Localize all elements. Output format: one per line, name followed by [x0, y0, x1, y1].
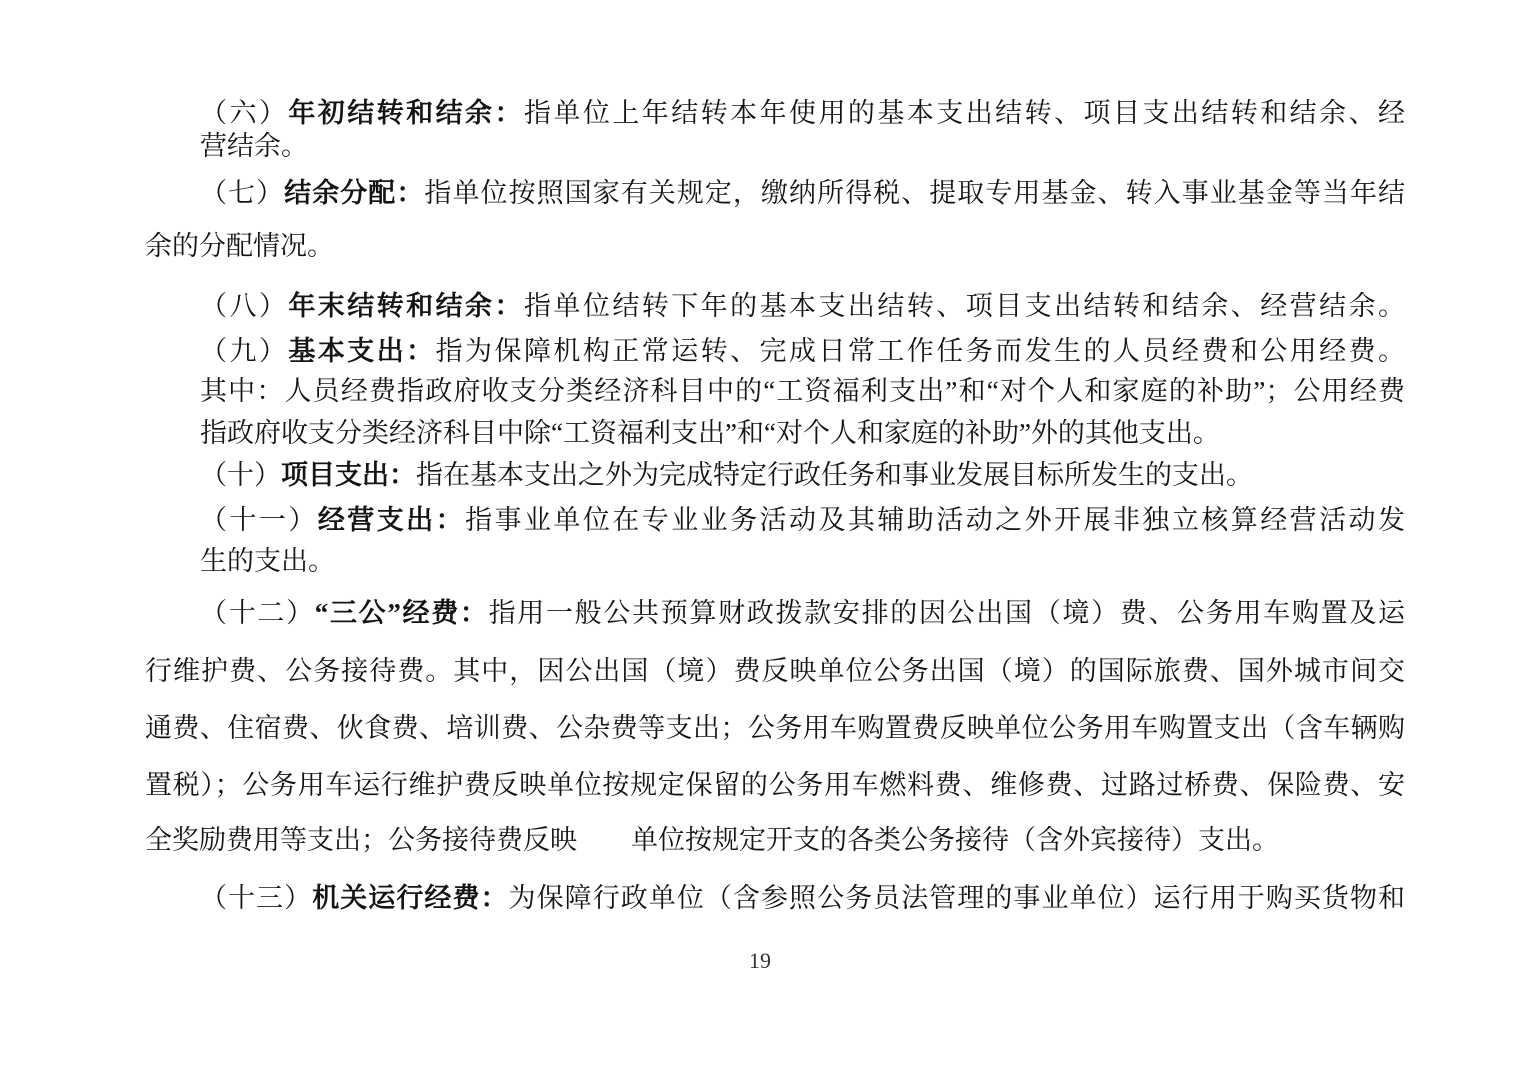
item-term-bold: 年末结转和结余： — [288, 291, 524, 321]
item-term-bold: 基本支出： — [288, 336, 436, 366]
paragraph-9-line-1 — [200, 334, 1405, 368]
paragraph-12-line-3 — [145, 711, 1405, 745]
paragraph-12-line-2 — [145, 654, 1405, 688]
item-body-text: 营结余。 — [200, 131, 308, 161]
item-body-text: 置税）；公务用车运行维护费反映单位按规定保留的公务用车燃料费、维修费、过路过桥费、保险费、安 — [145, 770, 1405, 800]
paragraph-6-line-1 — [200, 96, 1405, 130]
paragraph-12-line-1 — [200, 596, 1405, 630]
paragraph-6-line-2 — [200, 129, 1405, 163]
item-number: （六） — [200, 98, 289, 128]
item-number: （十二） — [200, 598, 315, 628]
paragraph-8-line-1 — [200, 289, 1405, 323]
item-body-text: 指政府收支分类经济科目中除“工资福利支出”和“对个人和家庭的补助”外的其他支出。 — [200, 418, 1220, 448]
item-term-bold: 经营支出： — [317, 505, 466, 535]
item-term-bold: 机关运行经费： — [312, 883, 509, 913]
item-term-bold: 结余分配： — [284, 178, 425, 208]
item-body-text: 余的分配情况。 — [145, 231, 334, 261]
item-number: （十） — [200, 460, 281, 490]
item-body-text: 为保障行政单位（含参照公务员法管理的事业单位）运行用于购买货物和 — [508, 883, 1406, 913]
item-body-text: 生的支出。 — [200, 546, 335, 576]
item-number: （九） — [200, 336, 289, 366]
item-number: （十三） — [200, 883, 313, 913]
page-number: 19 — [749, 948, 771, 973]
paragraph-9-line-2 — [200, 374, 1405, 408]
paragraph-9-line-3 — [200, 416, 1405, 450]
paragraph-11-line-2 — [200, 544, 1405, 578]
paragraph-12-line-5 — [145, 823, 1405, 857]
item-body-text: 指在基本支出之外为完成特定行政任务和事业发展目标所发生的支出。 — [416, 460, 1253, 490]
paragraph-7-line-2 — [145, 229, 1405, 263]
paragraph-11-line-1 — [200, 503, 1405, 537]
item-body-text: 指事业单位在专业业务活动及其辅助活动之外开展非独立核算经营活动发 — [465, 505, 1406, 535]
paragraph-10-line-1 — [200, 458, 1405, 492]
item-number: （七） — [200, 178, 285, 208]
item-term-bold: “三公”经费： — [314, 598, 489, 628]
item-term-bold: 项目支出： — [281, 460, 416, 490]
item-number: （十一） — [200, 505, 318, 535]
item-body-text: 通费、住宿费、伙食费、培训费、公杂费等支出；公务用车购置费反映单位公务用车购置支出（含车辆购 — [145, 713, 1405, 743]
paragraph-7-line-1 — [200, 176, 1405, 210]
item-body-text: 指为保障机构正常运转、完成日常工作任务而发生的人员经费和公用经费。 — [435, 336, 1406, 366]
paragraph-12-line-4 — [145, 768, 1405, 802]
item-number: （八） — [200, 291, 289, 321]
item-body-text: 指单位按照国家有关规定，缴纳所得税、提取专用基金、转入事业基金等当年结 — [424, 178, 1406, 208]
item-body-text: 行维护费、公务接待费。其中，因公出国（境）费反映单位公务出国（境）的国际旅费、国外城市间交 — [145, 656, 1405, 686]
item-body-text: 指单位结转下年的基本支出结转、项目支出结转和结余、经营结余。 — [523, 291, 1406, 321]
item-term-bold: 年初结转和结余： — [288, 98, 524, 128]
paragraph-13-line-1 — [200, 881, 1405, 915]
item-body-text: 全奖励费用等支出；公务接待费反映 单位按规定开支的各类公务接待（含外宾接待）支出。 — [145, 825, 1279, 855]
item-body-text: 指用一般公共预算财政拨款安排的因公出国（境）费、公务用车购置及运 — [488, 598, 1406, 628]
item-body-text: 其中：人员经费指政府收支分类经济科目中的“工资福利支出”和“对个人和家庭的补助”；公用经费 — [200, 376, 1405, 406]
item-body-text: 指单位上年结转本年使用的基本支出结转、项目支出结转和结余、经 — [523, 98, 1406, 128]
